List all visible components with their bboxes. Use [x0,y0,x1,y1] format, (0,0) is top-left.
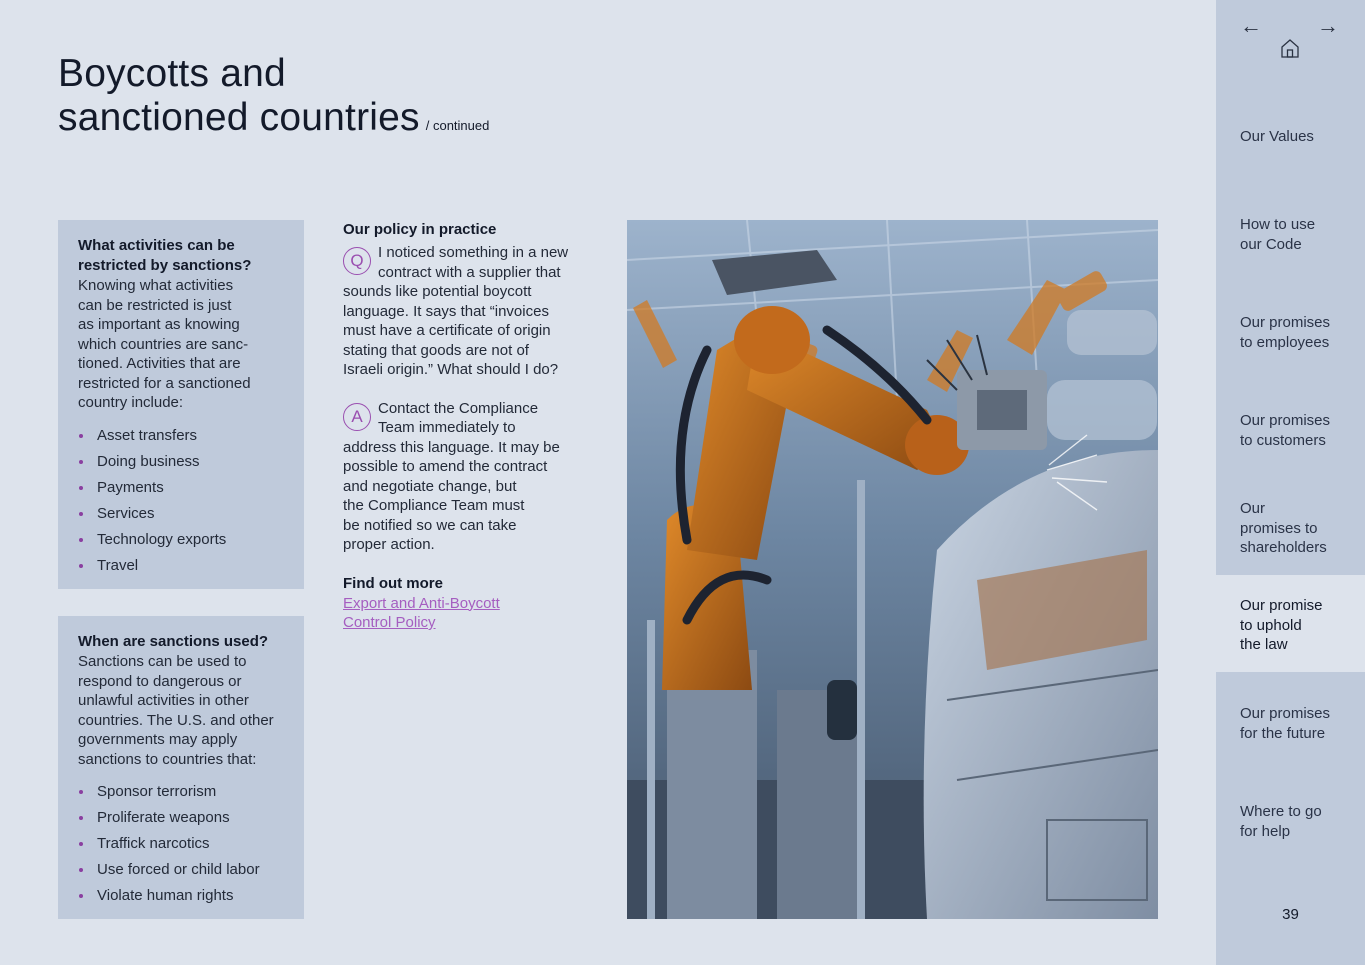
text-line: which countries are sanc- [78,335,249,353]
bullet-icon [79,486,83,490]
question-badge-icon: Q [343,247,371,275]
text-line: Team immediately to [378,419,516,436]
list-item-label: Proliferate weapons [97,809,230,826]
text-line: respond to dangerous or [78,672,242,690]
text-line: restricted for a sanctioned [78,374,251,392]
sidebar-item-label: to employees [1240,333,1330,351]
list-item-label: Sponsor terrorism [97,783,217,800]
title-suffix: / continued [425,118,490,133]
arrow-left-icon[interactable]: ← [1240,13,1262,38]
sidebar-item-label: for help [1240,822,1291,840]
find-out-more-heading: Find out more [343,574,443,592]
text-line: tioned. Activities that are [78,355,241,372]
question-block [343,243,589,380]
home-icon-svg [1279,37,1301,59]
text-line: Knowing what activities [78,277,234,294]
bullet-icon [79,894,83,898]
text-line: and negotiate change, but [343,477,517,495]
sidebar-item-label: our Code [1240,235,1302,253]
sidebar-item-label: to customers [1240,431,1326,449]
page-title [58,52,489,148]
link-line[interactable]: Control Policy [343,614,436,631]
list-item-label: Services [97,504,155,522]
policy-in-practice [343,220,589,633]
list-item [78,527,284,553]
list-item [78,553,284,579]
text-line: governments may apply [78,731,238,748]
list-item-label: Payments [97,478,164,496]
page-number: 39 [1282,906,1299,923]
sidebar-item-label: for the future [1240,724,1326,742]
text-line: country include: [78,394,184,411]
list-item [78,449,284,475]
robot-illustration [627,220,1158,919]
policy-heading: Our policy in practice [343,221,497,238]
list-item-label: Technology exports [97,530,227,548]
list-item [78,779,284,805]
sidebar-item-label: Our promises [1240,412,1331,429]
sidebar-item-future[interactable] [1216,704,1365,743]
list-item [78,423,284,449]
text-line: I noticed something in a new [378,244,569,261]
find-out-more [343,574,589,633]
sidebar-item-label: to uphold [1240,616,1302,634]
bullet-icon [79,790,83,794]
text-line: as important as knowing [78,316,240,333]
list-item-label: Travel [97,556,139,574]
title-line-2: sanctioned countries [58,96,420,139]
list-item-label: Doing business [97,452,200,470]
panel-heading: What activities can be restricted by sanctions? [78,237,252,274]
activities-list [78,423,284,579]
list-item-label: Use forced or child labor [97,861,260,878]
home-icon[interactable] [1279,37,1301,59]
panel-heading: When are sanctions used? [78,633,269,650]
bullet-icon [79,512,83,516]
sidebar-item-shareholders[interactable] [1216,499,1365,558]
list-item-label: Violate human rights [97,887,234,904]
panel-text [78,276,284,413]
sidebar-item-label: Where to go [1240,803,1322,820]
bullet-icon [79,842,83,846]
sidebar-item-our-values[interactable] [1216,127,1365,147]
bullet-icon [79,538,83,542]
sidebar-item-label: Our [1240,500,1266,517]
text-line: stating that goods are not of [343,341,529,359]
bullet-icon [79,434,83,438]
chapter-sidebar [1216,0,1365,965]
link-line[interactable]: Export and Anti-Boycott [343,594,500,612]
list-item [78,475,284,501]
answer-block [343,399,589,555]
text-line: must have a certificate of origin [343,322,551,339]
panel-text [78,652,284,769]
text-line: sounds like potential boycott [343,283,532,300]
sidebar-item-customers[interactable] [1216,411,1365,450]
text-line: contract with a supplier that [378,263,561,281]
list-item-label: Asset transfers [97,426,198,444]
text-line: Sanctions can be used to [78,653,247,670]
sidebar-item-label: the law [1240,636,1288,653]
text-line: can be restricted is just [78,296,232,314]
text-line: Israeli origin.” What should I do? [343,361,559,378]
sidebar-item-label: Our promise [1240,597,1323,614]
sidebar-item-label: Our Values [1240,128,1314,145]
title-line-1: Boycotts and [58,52,286,95]
sanctions-reasons-list [78,779,284,909]
answer-badge-icon: A [343,403,371,431]
text-line: unlawful activities in other [78,692,249,709]
list-item [78,857,284,883]
sidebar-item-label: How to use [1240,216,1316,233]
bullet-icon [79,816,83,820]
text-line: proper action. [343,536,435,553]
sidebar-item-uphold-law[interactable] [1216,575,1365,672]
list-item [78,831,284,857]
bullet-icon [79,564,83,568]
bullet-icon [79,460,83,464]
list-item [78,883,284,909]
list-item [78,805,284,831]
sidebar-item-where-to-go[interactable] [1216,802,1365,841]
text-line: Contact the Compliance [378,399,539,417]
text-line: address this language. It may be [343,438,560,456]
text-line: sanctions to countries that: [78,750,257,768]
sidebar-item-label: promises to [1240,519,1318,537]
sanctions-activities-panel [58,220,304,589]
list-item-label: Traffick narcotics [97,835,210,852]
export-anti-boycott-policy-link[interactable] [343,594,589,633]
factory-robot-photo [627,220,1158,919]
text-line: be notified so we can take [343,516,517,534]
sanctions-usage-panel [58,616,304,919]
sidebar-item-label: Our promises [1240,314,1331,331]
text-line: possible to amend the contract [343,458,548,475]
arrow-right-icon[interactable]: → [1317,13,1339,38]
text-line: language. It says that “invoices [343,302,549,320]
bullet-icon [79,868,83,872]
list-item [78,501,284,527]
text-line: the Compliance Team must [343,497,525,514]
sidebar-item-how-to-use[interactable] [1216,215,1365,254]
sidebar-item-label: Our promises [1240,705,1331,722]
sidebar-item-employees[interactable] [1216,313,1365,352]
sidebar-item-label: shareholders [1240,539,1327,556]
text-line: countries. The U.S. and other [78,711,274,729]
